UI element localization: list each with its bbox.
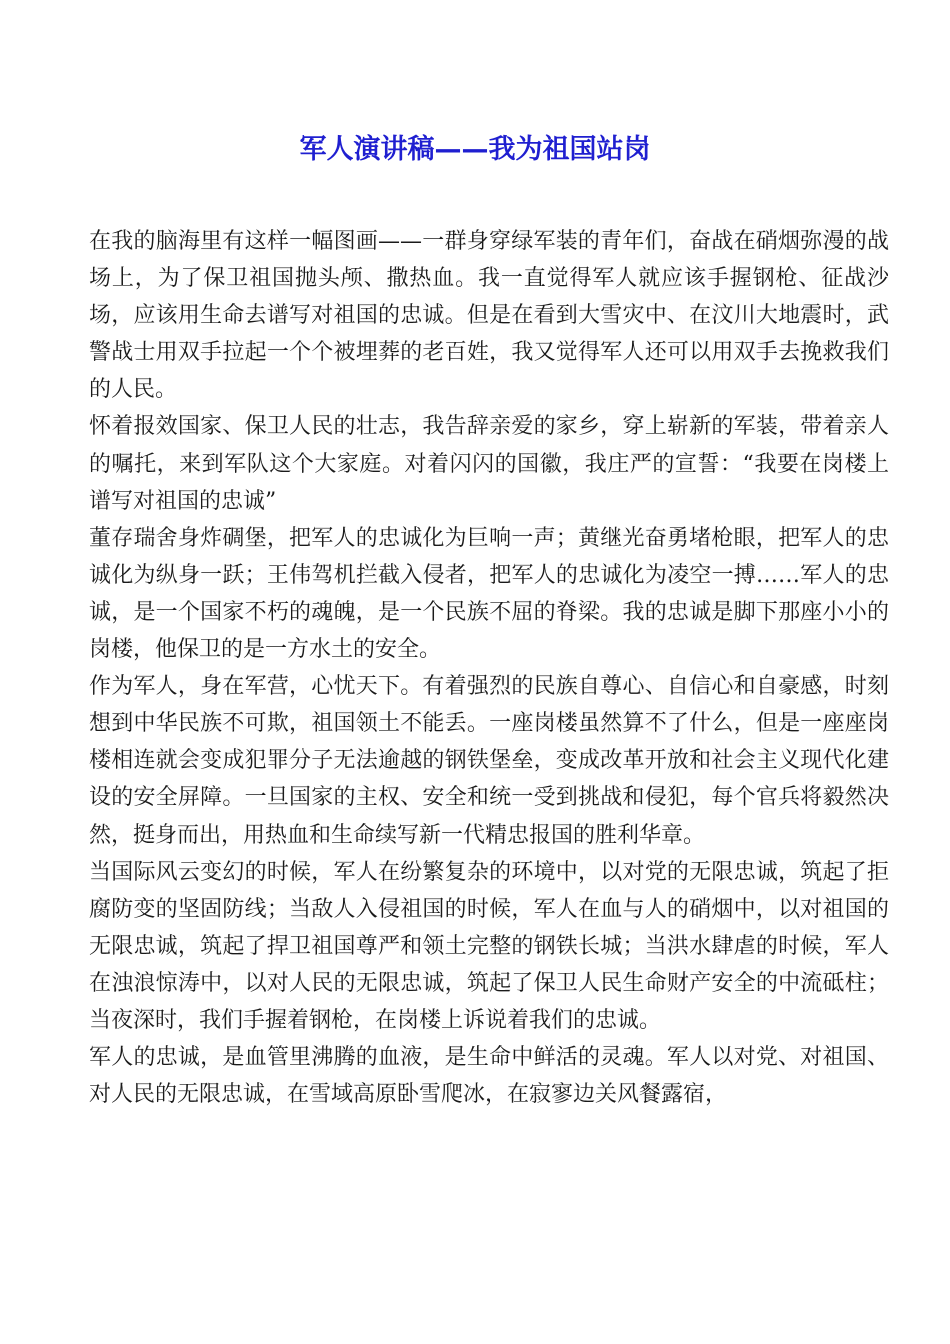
paragraph-3: 董存瑞舍身炸碉堡，把军人的忠诚化为巨响一声；黄继光奋勇堵枪眼，把军人的忠诚化为纵身一跃；王伟驾机拦截入侵者，把军人的忠诚化为凌空一搏……军人的忠诚，是一个国家不朽的魂魄，是一个民族不屈的脊梁。我的忠诚是脚下那座小小的岗楼，他保卫的是一方水土的安全。: [89, 525, 889, 663]
document-body: [89, 223, 889, 1113]
paragraph-2: 怀着报效国家、保卫人民的壮志，我告辞亲爱的家乡，穿上崭新的军装，带着亲人的嘱托，来到军队这个大家庭。对着闪闪的国徽，我庄严的宣誓：“我要在岗楼上谱写对祖国的忠诚”: [89, 414, 889, 514]
paragraph-5: 当国际风云变幻的时候，军人在纷繁复杂的环境中，以对党的无限忠诚，筑起了拒腐防变的坚固防线；当敌人入侵祖国的时候，军人在血与人的硝烟中，以对祖国的无限忠诚，筑起了捍卫祖国尊严和领土完整的钢铁长城；当洪水肆虐的时候，军人在浊浪惊涛中，以对人民的无限忠诚，筑起了保卫人民生命财产安全的中流砥柱；当夜深时，我们手握着钢枪，在岗楼上诉说着我们的忠诚。: [89, 859, 889, 1033]
paragraph-1: 在我的脑海里有这样一幅图画——一群身穿绿军装的青年们，奋战在硝烟弥漫的战场上，为了保卫祖国抛头颅、撒热血。我一直觉得军人就应该手握钢枪、征战沙场，应该用生命去谱写对祖国的忠诚。但是在看到大雪灾中、在汶川大地震时，武警战士用双手拉起一个个被埋葬的老百姓，我又觉得军人还可以用双手去挽救我们的人民。: [89, 229, 889, 403]
paragraph-4: 作为军人，身在军营，心忧天下。有着强烈的民族自尊心、自信心和自豪感，时刻想到中华民族不可欺，祖国领土不能丢。一座岗楼虽然算不了什么，但是一座座岗楼相连就会变成犯罪分子无法逾越的钢铁堡垒，变成改革开放和社会主义现代化建设的安全屏障。一旦国家的主权、安全和统一受到挑战和侵犯，每个官兵将毅然决然，挺身而出，用热血和生命续写新一代精忠报国的胜利华章。: [89, 674, 889, 848]
paragraph-6: 军人的忠诚，是血管里沸腾的血液，是生命中鲜活的灵魂。军人以对党、对祖国、对人民的无限忠诚，在雪域高原卧雪爬冰，在寂寥边关风餐露宿，: [89, 1045, 889, 1108]
document-title: 军人演讲稿——我为祖国站岗: [299, 134, 651, 165]
